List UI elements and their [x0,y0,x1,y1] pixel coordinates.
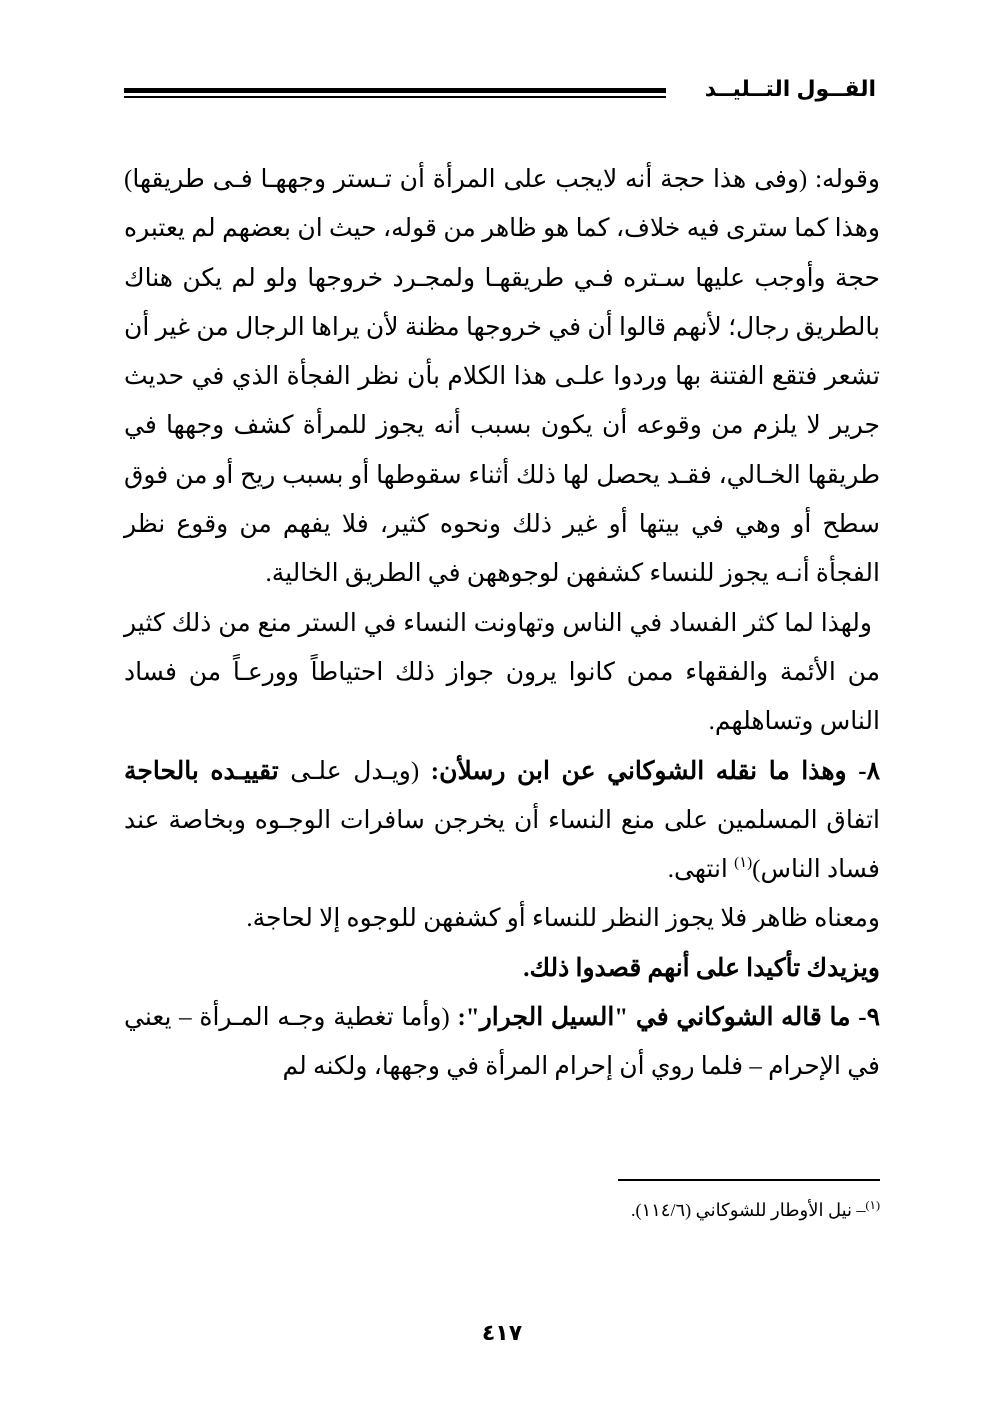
header-title: القــول التــليــد [704,76,876,101]
text-run: ولهذا لما كثر الفساد في الناس وتهاونت النساء في الستر منع من ذلك كثير من الأئمة والفقهاء ممن كانوا يرون جواز ذلك احتياطاً وورعـاً من فساد الناس وتساهلهم. [124,609,880,736]
paragraph [124,894,880,943]
paragraph [124,155,880,599]
footnote-text: – نيل الأوطار للشوكاني (١١٤/٦). [630,1200,866,1220]
footnote-reference: (١) [734,855,753,872]
bold-text: تقييـده بالحاجة [124,757,279,785]
page-number: ٤١٧ [481,1320,523,1345]
header-rule-thin [124,96,666,98]
footnote-marker: (١) [865,1198,880,1212]
paragraph [124,993,880,1092]
text-run: (ويـدل علـى [278,757,431,785]
header-rule-thick [124,88,666,93]
text-run: ومعناه ظاهر فلا يجوز النظر للنساء أو كشفهن للوجوه إلا لحاجة. [246,905,880,933]
text-run: وقوله: (وفى هذا حجة أنه لايجب على المرأة أن تـستر وجههـا فـى طريقها) وهذا كما سترى فيه خلاف، كما هو ظاهر من قوله، حيث ان بعضهم لم يعتبره حجة وأوجب عليها سـتره فـي طريقهـا ولمجـرد خروجها ولو لم يكن هناك بالطريق رجال؛ لأنهم قالوا أن في خروجها مظنة لأن يراها الرجال من غير أن تشعر فتقع الفتنة بها وردوا علـى هذا الكلام بأن نظر الفجأة الذي في حديث جرير لا يلزم من وقوعه أن يكون بسبب أنه يجوز للمرأة كشف وجهها في طريقها الخـالي، فقـد يحصل لها ذلك أثناء سقوطها أو بسبب ريح أو من فوق سطح أو وهي في بيتها أو غير ذلك ونحوه كثير، فلا يفهم من وقوع نظر الفجأة أنـه يجوز للنساء كشفهن لوجوههن في الطريق الخالية. [124,166,880,588]
bold-text: ويزيدك تأكيدا على أنهم قصدوا ذلك. [523,954,880,982]
bold-text: ٨- وهذا ما نقله الشوكاني عن ابن رسلأن: [430,757,881,785]
text-run: انتهى. [667,856,735,884]
paragraph [124,747,880,895]
paragraph [124,944,880,993]
running-header [124,74,876,114]
bold-text: ٩- ما قاله الشوكاني في "السيل الجرار": [457,1004,880,1032]
paragraph [124,599,880,747]
text-run: اتفاق المسلمين على منع النساء أن يخرجن سافرات الوجـوه وبخاصة عند فساد الناس) [124,806,880,884]
footnote-separator [618,1179,880,1181]
text-run: (وأما تغطية وجـه المـرأة – يعني في الإحرام – فلما روي أن إحرام المرأة في وجهها، ولكنه لم [124,1004,880,1081]
body-text [124,155,880,1092]
footnote [124,1196,880,1224]
